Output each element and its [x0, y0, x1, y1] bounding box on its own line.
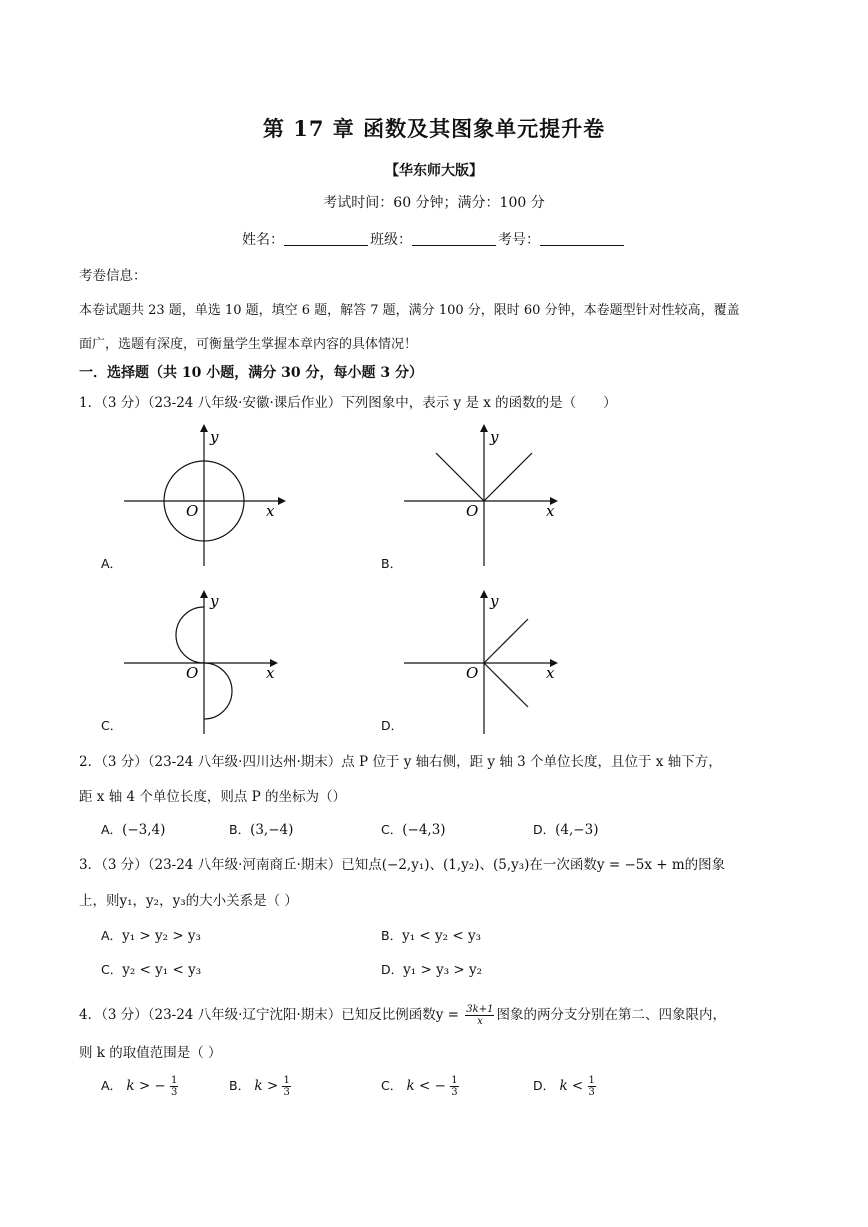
graph-a: [120, 420, 290, 570]
student-info-line: [0, 229, 868, 249]
option-letter: A．: [101, 822, 123, 837]
option-letter: A．: [101, 1078, 123, 1093]
graph-b: [400, 420, 570, 570]
q4-option-a[interactable]: [101, 1075, 178, 1098]
number-field[interactable]: [540, 231, 624, 246]
option-letter: C．: [381, 822, 403, 837]
x-label: x: [546, 664, 555, 682]
class-field[interactable]: [412, 231, 496, 246]
exam-time: 考试时间：60 分钟；满分：100 分: [323, 195, 545, 211]
x-label: x: [546, 502, 555, 520]
right-ray: [484, 453, 532, 501]
q2-option-b[interactable]: [229, 820, 293, 838]
y-label: y: [210, 428, 219, 446]
left-ray: [436, 453, 484, 501]
page-title: 第 17 章 函数及其图象单元提升卷: [262, 116, 606, 141]
fraction-numerator: 3k+1: [466, 1004, 494, 1015]
question-4-line-1: [79, 1003, 726, 1027]
q3-option-d[interactable]: [381, 960, 482, 978]
upper-left-semicircle: [176, 607, 204, 663]
question-1: [79, 391, 617, 411]
question-4-line-2: 则 k 的取值范围是（ ）: [79, 1045, 222, 1061]
fraction-numerator: 1: [588, 1075, 595, 1086]
question-text: （3 分）（23-24 八年级·安徽·课后作业）下列图象中，表示 y 是 x 的函数的是（ ）: [101, 395, 617, 411]
fraction: [282, 1075, 290, 1098]
option-letter: B．: [229, 822, 251, 837]
option-c-label[interactable]: C．: [101, 718, 123, 733]
origin-label: O: [186, 502, 199, 520]
fraction-denominator: 3: [588, 1087, 595, 1098]
option-value: k <: [559, 1078, 584, 1094]
option-value: k >: [254, 1078, 279, 1094]
y-axis-arrow-icon: [200, 590, 208, 598]
class-label: 班级：: [370, 232, 412, 248]
q4-option-c[interactable]: [381, 1075, 459, 1098]
option-letter: C．: [381, 1078, 403, 1093]
y-axis-arrow-icon: [480, 590, 488, 598]
info-heading: 考卷信息：: [79, 268, 147, 284]
q3-option-c[interactable]: [101, 960, 201, 978]
name-label: 姓名：: [242, 232, 284, 248]
number-label: 考号：: [498, 232, 540, 248]
fraction-numerator: 1: [451, 1075, 458, 1086]
option-value: y₁ > y₂ > y₃: [122, 928, 201, 944]
option-letter: B．: [381, 928, 403, 943]
question-3-line-1: [79, 853, 725, 873]
option-value: y₂ < y₁ < y₃: [122, 962, 202, 978]
question-number: 1．: [79, 395, 102, 411]
question-number: 2．: [79, 754, 102, 770]
x-label: x: [266, 664, 275, 682]
question-2-line-2: 距 x 轴 4 个单位长度，则点 P 的坐标为（）: [79, 789, 347, 805]
question-2-line-1: [79, 750, 722, 770]
origin-label: O: [186, 664, 199, 682]
question-text: （3 分）（23-24 八年级·河南商丘·期末）已知点(−2,y₁)、(1,y₂)、(5,y₃)在一次函数y = −5x + m的图象: [101, 857, 726, 873]
info-line-1: 本卷试题共 23 题，单选 10 题，填空 6 题，解答 7 题，满分 100 分，限时 60 分钟，本卷题型针对性较高，覆盖: [79, 303, 740, 318]
y-label: y: [490, 428, 499, 446]
question-number: 4．: [79, 1007, 102, 1023]
q2-option-d[interactable]: [533, 820, 598, 838]
fraction: [170, 1075, 178, 1098]
fraction: [588, 1075, 596, 1098]
q2-option-c[interactable]: [381, 820, 446, 838]
question-number: 3．: [79, 857, 102, 873]
name-field[interactable]: [284, 231, 368, 246]
option-value: k > −: [126, 1078, 166, 1094]
option-value: y₁ < y₂ < y₃: [402, 928, 481, 944]
y-axis-arrow-icon: [480, 424, 488, 432]
upper-ray: [484, 619, 528, 663]
fraction-numerator: 1: [283, 1075, 290, 1086]
y-axis-arrow-icon: [200, 424, 208, 432]
fraction-denominator: 3: [171, 1087, 178, 1098]
origin-label: O: [466, 502, 479, 520]
option-value: (3,−4): [250, 822, 294, 838]
q3-option-b[interactable]: [381, 926, 481, 944]
y-label: y: [490, 592, 499, 610]
question-3-line-2: 上，则y₁，y₂，y₃的大小关系是（ ）: [79, 893, 298, 909]
q4-option-d[interactable]: [533, 1075, 596, 1098]
fraction-numerator: 1: [171, 1075, 178, 1086]
question-text: （3 分）（23-24 八年级·辽宁沈阳·期末）已知反比例函数y =: [101, 1007, 459, 1023]
option-letter: C．: [101, 962, 123, 977]
lower-right-semicircle: [204, 663, 232, 719]
option-letter: A．: [101, 928, 123, 943]
q3-option-a[interactable]: [101, 926, 201, 944]
option-letter: D．: [533, 1078, 556, 1093]
question-text-continued: 图象的两分支分别在第二、四象限内，: [496, 1007, 726, 1023]
option-value: (−3,4): [122, 822, 166, 838]
origin-label: O: [466, 664, 479, 682]
option-letter: D．: [533, 822, 556, 837]
edition-label: 【华东师大版】: [385, 163, 483, 179]
option-letter: B．: [229, 1078, 251, 1093]
x-axis-arrow-icon: [278, 497, 286, 505]
fraction: [450, 1075, 458, 1098]
option-value: (−4,3): [402, 822, 446, 838]
graph-c: [120, 588, 290, 738]
option-d-label[interactable]: D．: [381, 718, 404, 733]
y-label: y: [210, 592, 219, 610]
q4-option-b[interactable]: [229, 1075, 291, 1098]
q2-option-a[interactable]: [101, 820, 165, 838]
option-value: k < −: [406, 1078, 446, 1094]
question-text: （3 分）（23-24 八年级·四川达州·期末）点 P 位于 y 轴右侧，距 y 轴 3 个单位长度，且位于 x 轴下方，: [101, 754, 722, 770]
option-value: (4,−3): [555, 822, 599, 838]
option-value: y₁ > y₃ > y₂: [403, 962, 483, 978]
fraction-denominator: 3: [283, 1087, 290, 1098]
option-b-label[interactable]: B．: [381, 556, 403, 571]
section-title: 一．选择题（共 10 小题，满分 30 分，每小题 3 分）: [79, 365, 423, 381]
option-letter: D．: [381, 962, 404, 977]
info-line-2: 面广，选题有深度，可衡量学生掌握本章内容的具体情况！: [79, 337, 418, 352]
fraction-denominator: x: [477, 1016, 483, 1027]
fraction-denominator: 3: [451, 1087, 458, 1098]
lower-ray: [484, 663, 528, 707]
x-label: x: [266, 502, 275, 520]
option-a-label[interactable]: A．: [101, 556, 123, 571]
fraction: [465, 1004, 494, 1027]
graph-d: [400, 588, 570, 738]
